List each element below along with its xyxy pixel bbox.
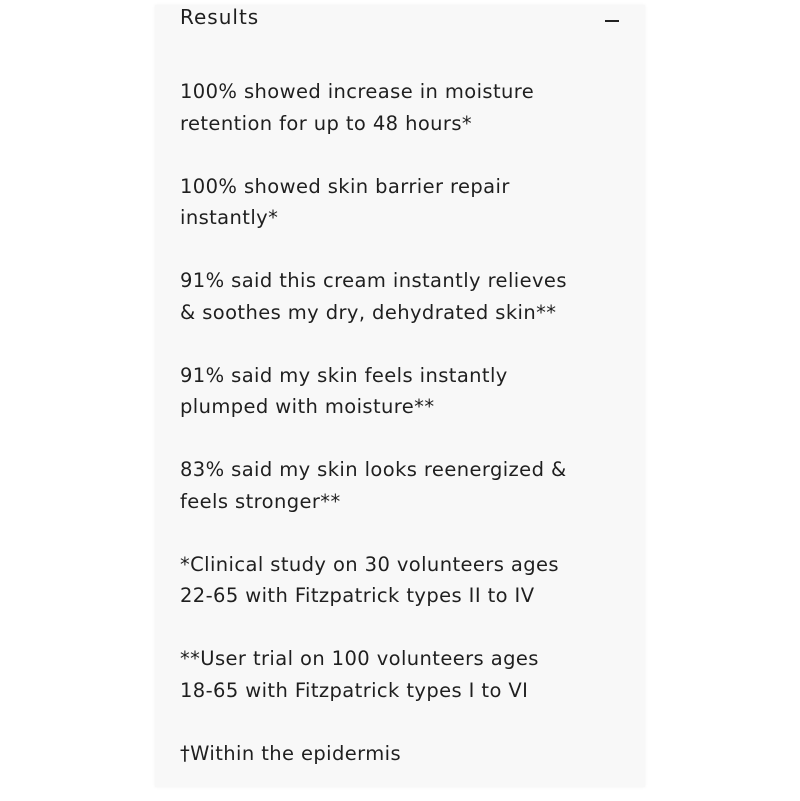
accordion-content — [180, 76, 620, 801]
result-plumped: 91% said my skin feels instantly plumped with moisture** — [180, 363, 508, 418]
footnote-epidermis: †Within the epidermis — [180, 741, 402, 765]
minus-icon — [605, 20, 619, 22]
accordion-header[interactable] — [155, 5, 645, 29]
results-accordion — [155, 5, 645, 787]
footnote-clinical-study: *Clinical study on 30 volunteers ages 22-65 with Fitzpatrick types II to IV — [180, 552, 559, 607]
result-moisture-retention: 100% showed increase in moisture retention for up to 48 hours* — [180, 80, 535, 135]
result-reenergized: 83% said my skin looks reenergized & feels stronger** — [180, 458, 567, 513]
result-relieves-soothes: 91% said this cream instantly relieves & soothes my dry, dehydrated skin** — [180, 269, 567, 324]
result-barrier-repair: 100% showed skin barrier repair instantly* — [180, 174, 510, 229]
accordion-title: Results — [180, 5, 260, 29]
footnote-user-trial: **User trial on 100 volunteers ages 18-65 with Fitzpatrick types I to VI — [180, 647, 539, 702]
collapse-button[interactable] — [603, 9, 623, 29]
